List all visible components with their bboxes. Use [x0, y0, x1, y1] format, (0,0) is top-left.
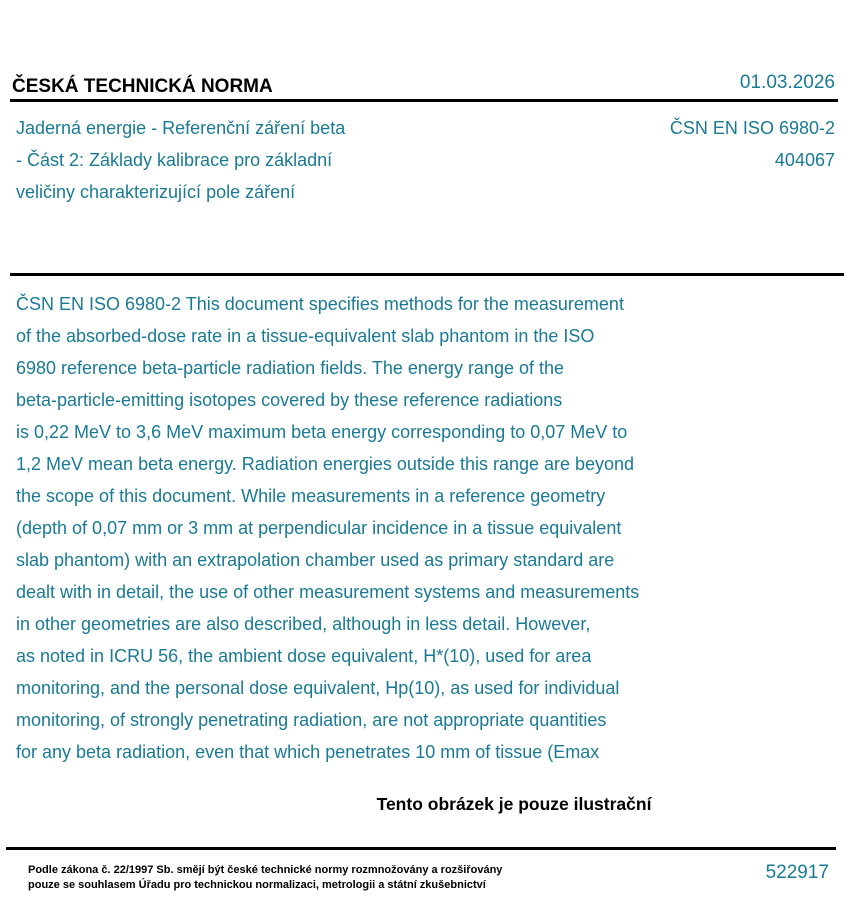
legal-notice-line-2: pouze se souhlasem Úřadu pro technickou normalizaci, metrologii a státní zkušebnictví [28, 879, 486, 891]
abstract-line: (depth of 0,07 mm or 3 mm at perpendicular incidence in a tissue equivalent [16, 518, 622, 538]
abstract-line: monitoring, and the personal dose equivalent, Hp(10), as used for individual [16, 678, 620, 698]
abstract-line: is 0,22 MeV to 3,6 MeV maximum beta energy corresponding to 0,07 MeV to [16, 422, 628, 442]
abstract-line: in other geometries are also described, although in less detail. However, [16, 614, 591, 634]
footer-code: 522917 [765, 862, 829, 883]
abstract-line: 6980 reference beta-particle radiation fields. The energy range of the [16, 358, 565, 378]
abstract-line: of the absorbed-dose rate in a tissue-equivalent slab phantom in the ISO [16, 326, 595, 346]
illustration-note: Tento obrázek je pouze ilustrační [376, 794, 652, 814]
document-title-line-1: Jaderná energie - Referenční záření beta [16, 118, 346, 138]
catalog-number: 404067 [774, 150, 835, 170]
standard-number: ČSN EN ISO 6980-2 [669, 118, 835, 138]
header-divider [10, 99, 838, 102]
document-title-line-2: - Část 2: Základy kalibrace pro základní [16, 150, 333, 170]
header-date: 01.03.2026 [739, 72, 835, 93]
abstract-line: 1,2 MeV mean beta energy. Radiation energies outside this range are beyond [16, 454, 635, 474]
abstract-line: for any beta radiation, even that which penetrates 10 mm of tissue (Emax [16, 742, 600, 762]
legal-notice-line-1: Podle zákona č. 22/1997 Sb. smějí být české technické normy rozmnožovány a rozšiřovány [28, 864, 503, 876]
abstract-line: slab phantom) with an extrapolation chamber used as primary standard are [16, 550, 615, 570]
abstract-text [16, 288, 776, 768]
abstract-line: as noted in ICRU 56, the ambient dose equivalent, H*(10), used for area [16, 646, 592, 666]
abstract-line: monitoring, of strongly penetrating radiation, are not appropriate quantities [16, 710, 607, 730]
document-title-line-3: veličiny charakterizující pole záření [16, 182, 296, 202]
section-divider [10, 273, 844, 276]
abstract-line: dealt with in detail, the use of other measurement systems and measurements [16, 582, 640, 602]
abstract-line: the scope of this document. While measurements in a reference geometry [16, 486, 606, 506]
abstract-line: ČSN EN ISO 6980-2 This document specifies methods for the measurement [16, 294, 624, 314]
header-title: ČESKÁ TECHNICKÁ NORMA [12, 76, 273, 97]
footer-divider [6, 847, 836, 850]
abstract-line: beta-particle-emitting isotopes covered by these reference radiations [16, 390, 563, 410]
